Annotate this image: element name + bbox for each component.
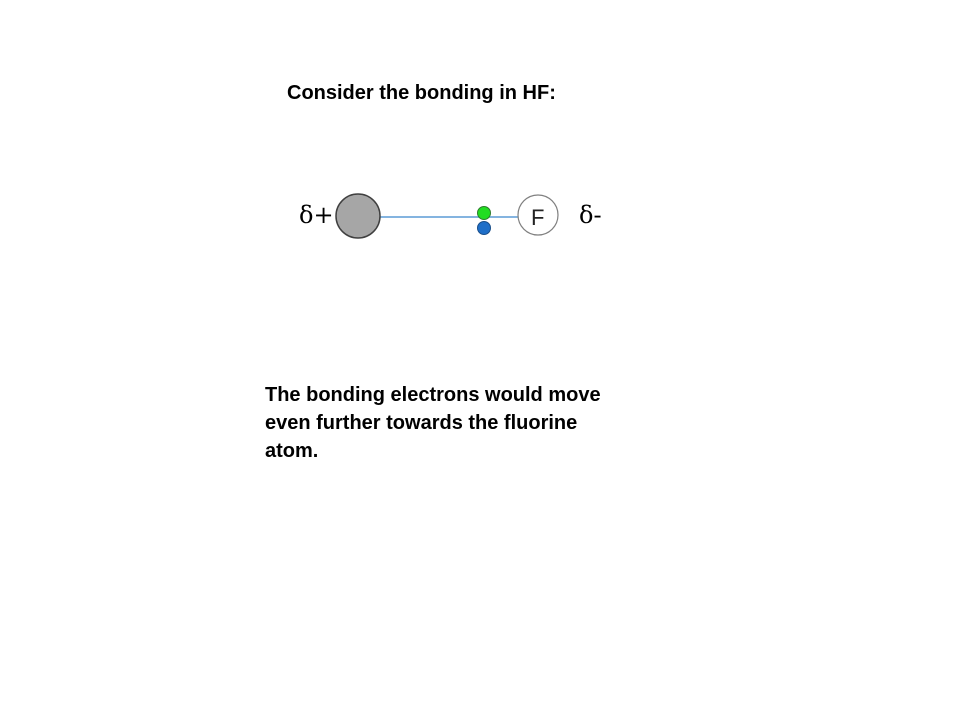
partial-negative-charge: δ-	[579, 201, 602, 229]
bonding-electron-upper	[478, 207, 491, 220]
bonding-electron-lower	[478, 222, 491, 235]
partial-positive-charge: δ+	[299, 201, 334, 229]
hydrogen-atom	[336, 194, 380, 238]
fluorine-symbol: F	[531, 205, 545, 230]
slide-title: Consider the bonding in HF:	[287, 82, 556, 104]
explanation-text: The bonding electrons would move even further towards the fluorine atom.	[265, 384, 601, 462]
